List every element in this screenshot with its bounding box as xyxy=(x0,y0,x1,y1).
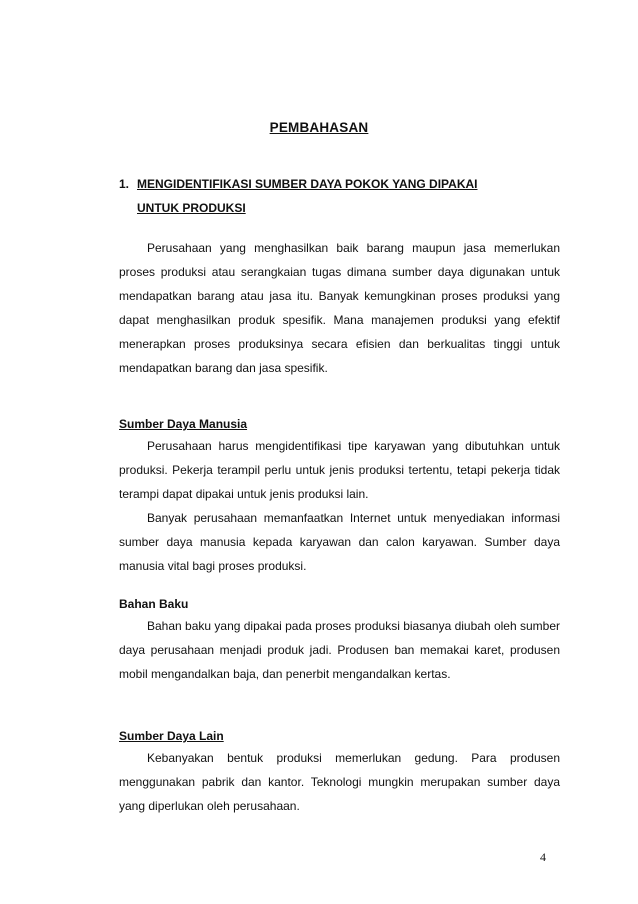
sumber-daya-lain-paragraph: Kebanyakan bentuk produksi memerlukan gedung. Para produsen menggunakan pabrik dan kantor. Teknologi mungkin merupakan sumber daya yang diperlukan oleh perusahaan. xyxy=(119,751,560,813)
section-heading-line-2: UNTUK PRODUKSI xyxy=(137,201,246,215)
bahan-baku-paragraph: Bahan baku yang dipakai pada proses produksi biasanya diubah oleh sumber daya perusahaan menjadi produk jadi. Produsen ban memakai karet, produsen mobil mengandalkan baja, dan penerbit mengandalkan kertas. xyxy=(119,619,560,681)
section-heading-1 xyxy=(119,172,559,220)
section-number: 1. xyxy=(119,177,130,191)
page-number: 4 xyxy=(540,850,546,864)
heading-bahan-baku: Bahan Baku xyxy=(119,597,189,611)
section-heading-line-1: MENGIDENTIFIKASI SUMBER DAYA POKOK YANG DIPAKAI xyxy=(137,177,478,191)
sdm-paragraph-2: Banyak perusahaan memanfaatkan Internet untuk menyediakan informasi sumber daya manusia kepada karyawan dan calon karyawan. Sumber daya manusia vital bagi proses produksi. xyxy=(119,511,560,573)
page-title: PEMBAHASAN xyxy=(269,120,369,135)
sdm-paragraph-1: Perusahaan harus mengidentifikasi tipe karyawan yang dibutuhkan untuk produksi. Pekerja terampil perlu untuk jenis produksi tertentu, tetapi pekerja tidak terampi dapat dipakai untuk jenis produksi lain. xyxy=(119,439,560,501)
heading-sumber-daya-lain: Sumber Daya Lain xyxy=(119,729,224,743)
intro-paragraph: Perusahaan yang menghasilkan baik barang maupun jasa memerlukan proses produksi atau serangkaian tugas dimana sumber daya digunakan untuk mendapatkan barang atau jasa itu. Banyak kemungkinan proses produksi yang dapat menghasilkan produk spesifik. Mana manajemen produksi yang efektif menerapkan proses produksinya secara efisien dan berkualitas tinggi untuk mendapatkan barang dan jasa spesifik. xyxy=(119,241,560,375)
heading-sumber-daya-manusia: Sumber Daya Manusia xyxy=(119,417,248,431)
